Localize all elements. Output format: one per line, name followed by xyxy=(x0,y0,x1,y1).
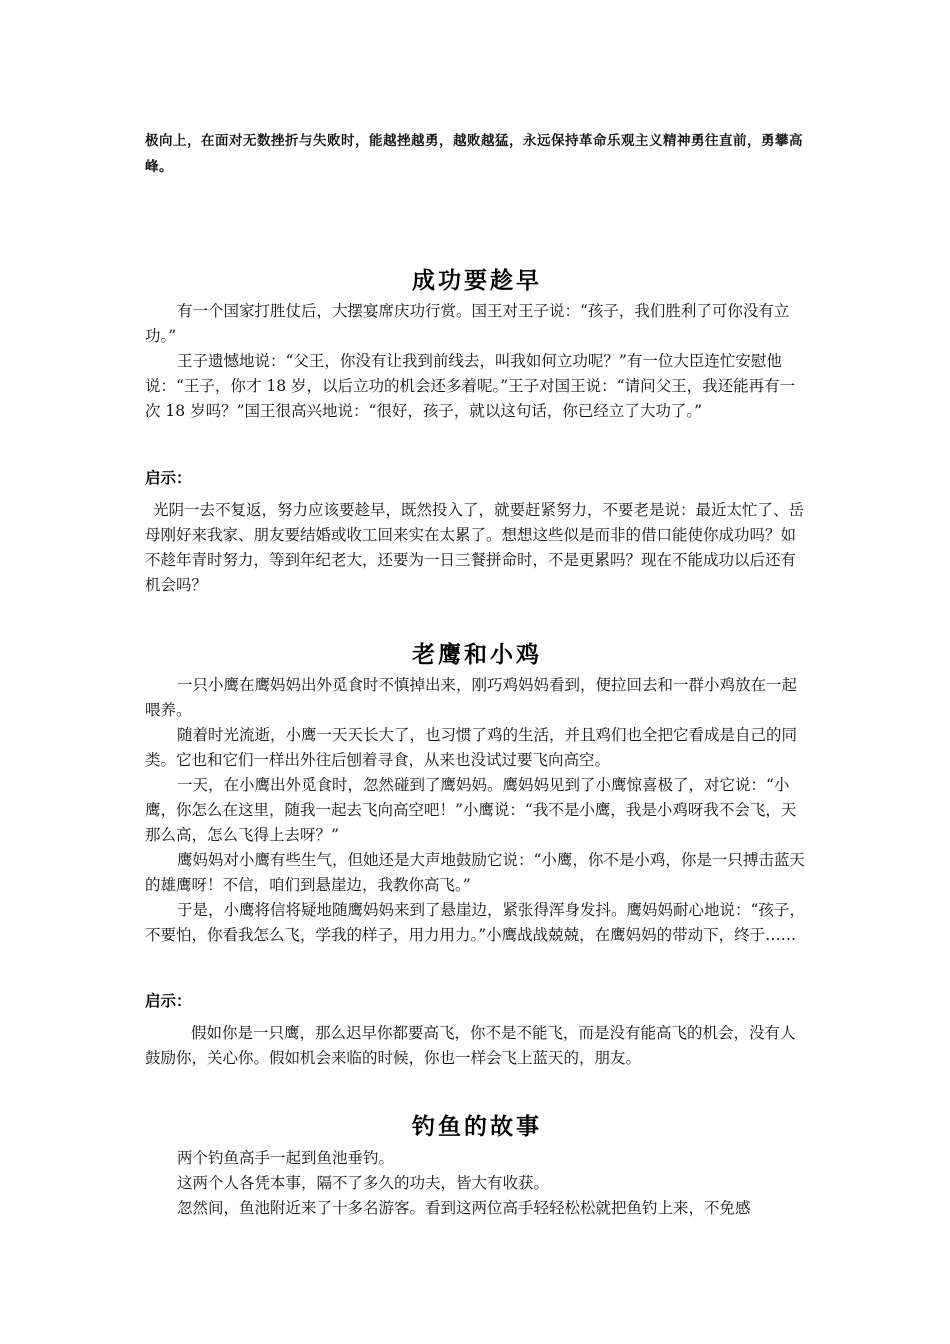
story1-title: 成功要趁早 xyxy=(412,268,542,294)
story2-insight xyxy=(145,1021,809,1071)
story1-insight-text: 光阴一去不复返，努力应该要趁早，既然投入了，就要赶紧努力，不要老是说：最近太忙了、岳母刚好来我家、朋友要结婚或收工回来实在太累了。想想这些似是而非的借口能使你成功吗？如不趁年青时努力，等到年纪老大，还要为一日三餐拼命时，不是更累吗？现在不能成功以后还有机会吗？ xyxy=(145,501,805,594)
story1-paragraph-1: 有一个国家打胜仗后，大摆宴席庆功行赏。国王对王子说：“孩子，我们胜利了可你没有立功。” xyxy=(145,302,790,345)
story1-body xyxy=(145,299,809,424)
story2-insight-text: 假如你是一只鹰，那么迟早你都要高飞，你不是不能飞，而是没有能高飞的机会，没有人鼓励你，关心你。假如机会来临的时候，你也一样会飞上蓝天的，朋友。 xyxy=(145,1024,796,1067)
story3-paragraph-2: 这两个人各凭本事，隔不了多久的功夫，皆大有收获。 xyxy=(177,1174,550,1192)
story2-paragraph-5: 于是，小鹰将信将疑地随鹰妈妈来到了悬崖边，紧张得浑身发抖。鹰妈妈耐心地说：“孩子，不要怕，你看我怎么飞，学我的样子，用力用力。”小鹰战战兢兢，在鹰妈妈的带动下，终于…… xyxy=(145,901,805,944)
story3-paragraph-3: 忽然间，鱼池附近来了十多名游客。看到这两位高手轻轻松松就把鱼钓上来，不免感 xyxy=(177,1199,751,1217)
story2-title: 老鹰和小鸡 xyxy=(412,642,542,668)
story2-paragraph-1: 一只小鹰在鹰妈妈出外觅食时不慎掉出来，刚巧鸡妈妈看到，便拉回去和一群小鸡放在一起喂养。 xyxy=(145,676,798,719)
story2-paragraph-3: 一天，在小鹰出外觅食时，忽然碰到了鹰妈妈。鹰妈妈见到了小鹰惊喜极了，对它说：“小鹰，你怎么在这里，随我一起去飞向高空吧！”小鹰说：“我不是小鹰，我是小鸡呀我不会飞，天那么高，怎么飞得上去呀？” xyxy=(145,776,797,844)
story1-insight xyxy=(145,498,809,598)
story2-insight-label: 启示： xyxy=(145,992,192,1010)
story3-paragraph-1: 两个钓鱼高手一起到鱼池垂钓。 xyxy=(177,1149,395,1167)
story2-paragraph-4: 鹰妈妈对小鹰有些生气，但她还是大声地鼓励它说：“小鹰，你不是小鸡，你是一只搏击蓝天的雄鹰呀！不信，咱们到悬崖边，我教你高飞。” xyxy=(145,851,805,894)
story2-body xyxy=(145,673,809,948)
story2-paragraph-2: 随着时光流逝，小鹰一天天长大了，也习惯了鸡的生活，并且鸡们也全把它看成是自己的同类。它也和它们一样出外往后刨着寻食，从来也没试过要飞向高空。 xyxy=(145,726,798,769)
story3-title: 钓鱼的故事 xyxy=(412,1114,542,1140)
intro-text: 极向上，在面对无数挫折与失败时，能越挫越勇，越败越猛，永远保持革命乐观主义精神勇往直前，勇攀高峰。 xyxy=(145,133,803,175)
story1-paragraph-2: 王子遗憾地说：“父王，你没有让我到前线去，叫我如何立功呢？”有一位大臣连忙安慰他说：“王子，你才 18 岁，以后立功的机会还多着呢。”王子对国王说：“请问父王，我还能再有一次 18 岁吗？”国王很高兴地说：“很好，孩子，就以这句话，你已经立了大功了。” xyxy=(145,352,796,420)
story1-insight-label: 启示： xyxy=(145,469,192,487)
intro-paragraph xyxy=(145,128,809,180)
story3-body xyxy=(145,1146,809,1221)
